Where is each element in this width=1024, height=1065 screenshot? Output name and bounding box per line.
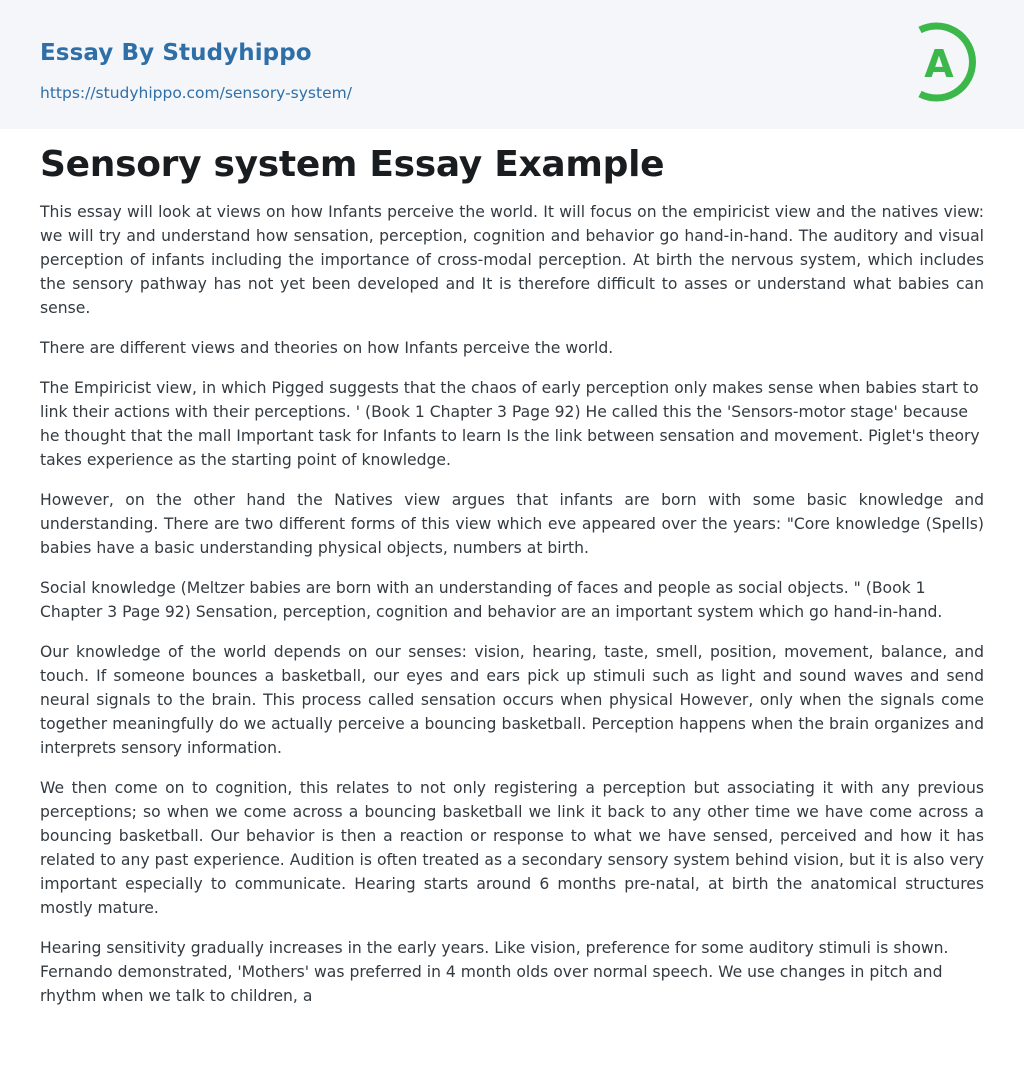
essay-paragraph: Social knowledge (Meltzer babies are born with an understanding of faces and people as social objects. " (Book 1 Chapter 3 Page 92) Sensation, perception, cognition and behavior are an important system which go hand-in-hand. — [40, 579, 943, 621]
essay-paragraph: Hearing sensitivity gradually increases in the early years. Like vision, preference for some auditory stimuli is shown. Fernando demonstrated, 'Mothers' was preferred in 4 month olds over normal speech. We use changes in pitch and rhythm when we talk to children, a — [40, 939, 949, 1005]
source-url-link[interactable]: https://studyhippo.com/sensory-system/ — [40, 84, 352, 102]
logo-letter: A — [924, 42, 954, 86]
page-title: Sensory system Essay Example — [40, 144, 665, 185]
essay-paragraph: We then come on to cognition, this relates to not only registering a perception but associating it with any previous perceptions; so when we come across a bouncing basketball we link it back to any other time we have come across a bouncing basketball. Our behavior is then a reaction or response to what we have sensed, perceived and how it has related to any past experience. Audition is often treated as a secondary sensory system behind vision, but it is also very important especially to communicate. Hearing starts around 6 months pre-natal, at birth the anatomical structures mostly mature. — [40, 779, 984, 917]
essay-paragraph: There are different views and theories on how Infants perceive the world. — [40, 339, 614, 357]
essay-body — [40, 200, 984, 1024]
essay-paragraph: This essay will look at views on how Infants perceive the world. It will focus on the empiricist view and the natives view: we will try and understand how sensation, perception, cognition and behavior go hand-in-hand. The auditory and visual perception of infants including the importance of cross-modal perception. At birth the nervous system, which includes the sensory pathway has not yet been developed and It is therefore difficult to asses or understand what babies can sense. — [40, 203, 984, 317]
essay-paragraph: Our knowledge of the world depends on our senses: vision, hearing, taste, smell, position, movement, balance, and touch. If someone bounces a basketball, our eyes and ears pick up stimuli such as light and sound waves and send neural signals to the brain. This process called sensation occurs when physical However, only when the signals come together meaningfully do we actually perceive a bouncing basketball. Perception happens when the brain organizes and interprets sensory information. — [40, 643, 984, 757]
essay-paragraph: The Empiricist view, in which Pigged suggests that the chaos of early perception only makes sense when babies start to link their actions with their perceptions. ' (Book 1 Chapter 3 Page 92) He called this the 'Sensors-motor stage' because he thought that the mall Important task for Infants to learn Is the link between sensation and movement. Piglet's theory takes experience as the starting point of knowledge. — [40, 379, 980, 469]
essay-paragraph: However, on the other hand the Natives view argues that infants are born with some basic knowledge and understanding. There are two different forms of this view which eve appeared over the years: "Core knowledge (Spells) babies have a basic understanding physical objects, numbers at birth. — [40, 491, 984, 557]
studyhippo-logo-icon[interactable] — [910, 18, 986, 106]
brand-title[interactable]: Essay By Studyhippo — [40, 40, 312, 66]
